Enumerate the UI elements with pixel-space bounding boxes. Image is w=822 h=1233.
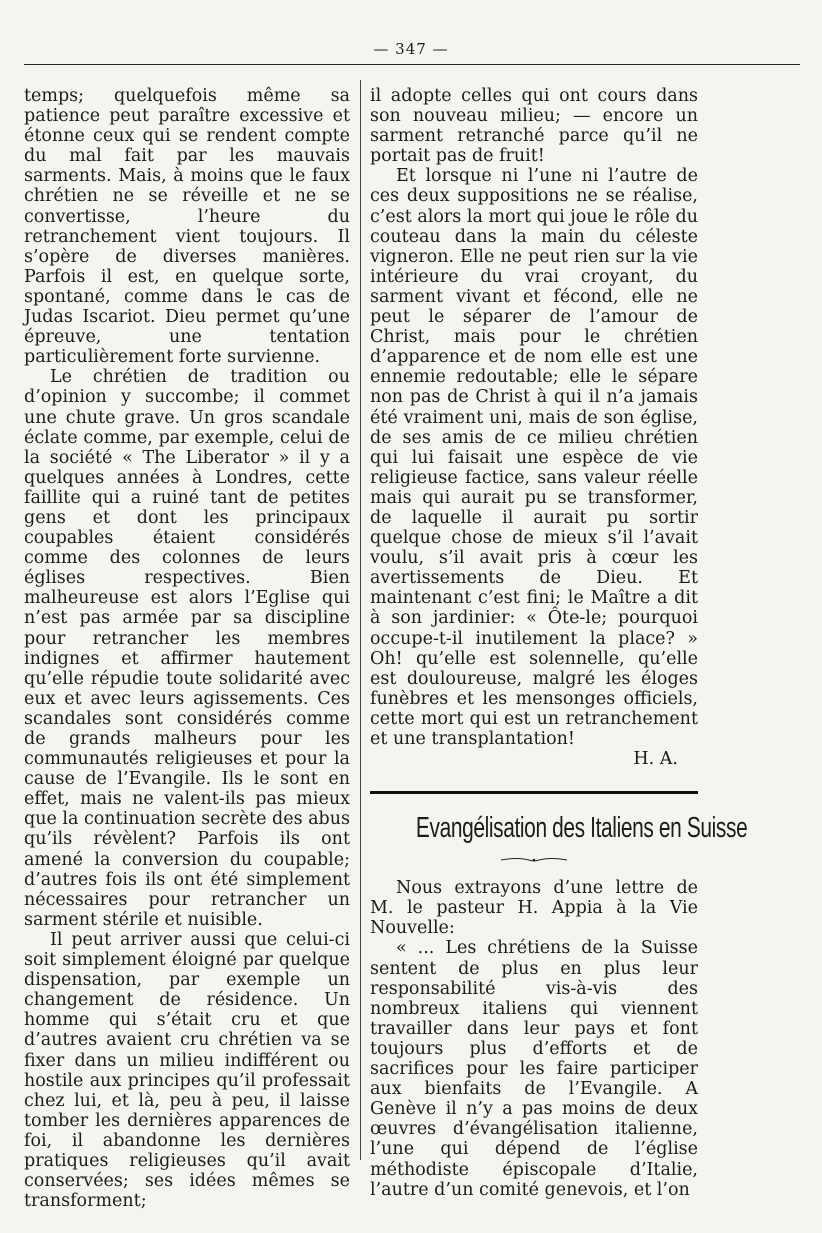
right-paragraph-1: il adopte celles qui ont cours dans son nouveau milieu; — encore un sarment retranché parce qu’il ne portait pas de fruit! bbox=[370, 86, 698, 167]
section-rule bbox=[370, 791, 698, 794]
column-divider bbox=[360, 80, 361, 1160]
ornament-divider bbox=[499, 856, 569, 864]
page-number: — 347 — bbox=[373, 40, 449, 58]
left-paragraph-1: temps; quelquefois même sa patience peut paraître excessive et étonne ceux qui se rendent compte du mal fait par les mauvais sarments. Mais, à moins que le faux chrétien ne se réveille et ne se convertisse, l’heure du retranchement vient toujours. Il s’opère de diverses manières. Parfois il est, en quelque sorte, spontané, comme dans le cas de Judas Iscariot. Dieu permet qu’une épreuve, une tentation particulièrement forte survienne. bbox=[24, 86, 350, 368]
left-paragraph-3: Il peut arriver aussi que celui-ci soit simplement éloigné par quelque dispensation, par exemple un changement de résidence. Un homme qui s’était cru et que d’autres avaient cru chrétien va se fixer dans un milieu indifférent ou hostile aux principes qu’il professait chez lui, et là, peu à peu, il laisse tomber les dernières apparences de foi, il abandonne les dernières pratiques religieuses qu’il avait conservées; ses idées mêmes se transforment; bbox=[24, 929, 350, 1212]
section-title: Evangélisation des Italiens en Suisse bbox=[415, 812, 748, 845]
right-paragraph-2: Et lorsque ni l’une ni l’autre de ces deux suppositions ne se réalise, c’est alors la mort qui joue le rôle du couteau dans la main du céleste vigneron. Elle ne peut rien sur la vie intérieure du vrai croyant, du sarment vivant et fécond, elle ne peut le séparer de l’amour de Christ, mais pour le chrétien d’apparence et de nom elle est une ennemie redoutable; elle le sépare non pas de Christ à qui il n’a jamais été vraiment uni, mais de son église, de ses amis de ce milieu chrétien qui lui faisait une espèce de vie religieuse factice, sans valeur réelle mais qui aurait pu se transformer, de laquelle il aurait pu sortir quelque chose de mieux s’il l’avait voulu, s’il avait pris à cœur les avertissements de Dieu. Et maintenant c’est fini; le Maître a dit à son jardinier: « Ôte-le; pourquoi occupe-t-il inutilement la place? » Oh! qu’elle est solennelle, qu’elle est douloureuse, malgré les éloges funèbres et les mensonges officiels, cette mort qui est un retranchement et une transplantation! bbox=[370, 166, 698, 749]
article-signature: H. A. bbox=[633, 749, 678, 770]
header-rule bbox=[24, 64, 800, 65]
right-column bbox=[370, 86, 748, 1200]
left-paragraph-2: Le chrétien de tradition ou d’opinion y succombe; il commet une chute grave. Un gros scandale éclate comme, par exemple, celui de la société « The Liberator » il y a quelques années à Londres, cette faillite qui a ruiné tant de petites gens et dont les principaux coupables étaient considérés comme des colonnes de leurs églises respectives. Bien malheureuse est alors l’Eglise qui n’est pas armée par sa discipline pour retrancher les membres indignes et affirmer hautement qu’elle répudie toute solidarité avec eux et avec leurs agissements. Ces scandales sont considérés comme de grands malheurs pour les communautés religieuses et pour la cause de l’Evangile. Ils le sont en effet, mais ne valent-ils pas mieux que la continuation secrète des abus qu’ils révèlent? Parfois ils ont amené la conversion du coupable; d’autres fois ils ont été simplement nécessaires pour retrancher un sarment stérile et nuisible. bbox=[24, 367, 350, 930]
left-column bbox=[24, 86, 350, 1211]
section-intro: Nous extrayons d’une lettre de M. le pasteur H. Appia à la Vie Nouvelle: bbox=[370, 878, 698, 939]
section-body: « ... Les chrétiens de la Suisse sentent de plus en plus leur responsabilité vis-à-vis des nombreux italiens qui viennent travailler dans leur pays et font toujours plus d’efforts et de sacrifices pour les faire participer aux bienfaits de l’Evangile. A Genève il n’y a pas moins de deux œuvres d’évangélisation italienne, l’une qui dépend de l’église méthodiste épiscopale d’Italie, l’autre d’un comité genevois, et l’on bbox=[370, 938, 698, 1200]
